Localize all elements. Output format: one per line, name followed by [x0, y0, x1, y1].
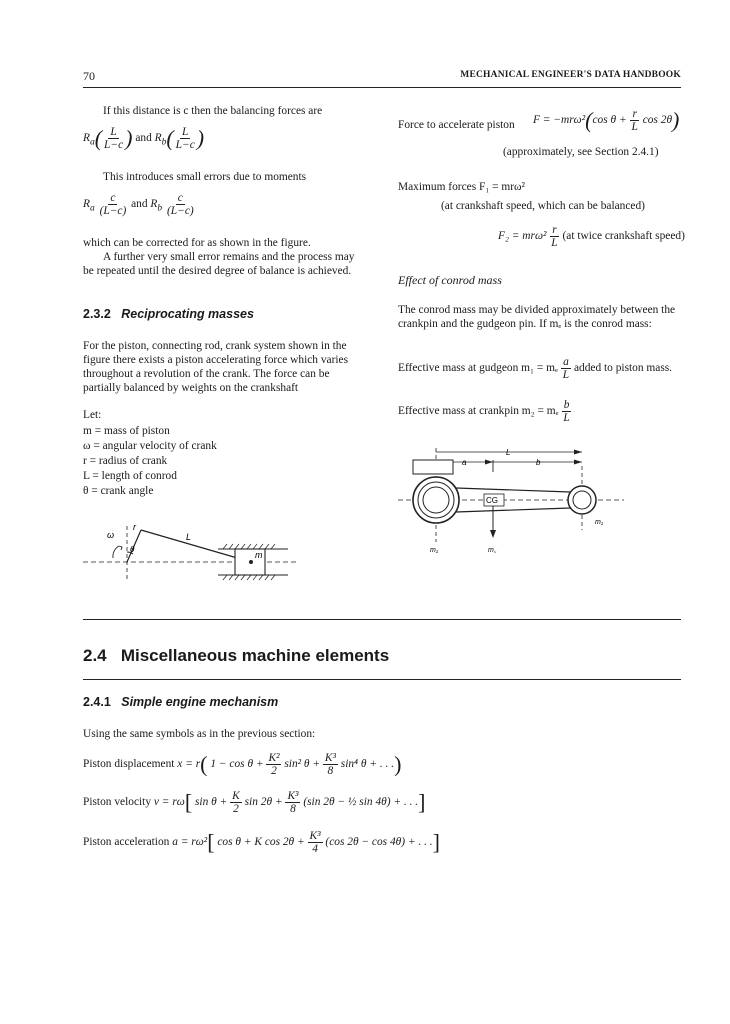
- displacement-eq: Piston displacement x = r( 1 − cos θ + $\frac{\text{K²}}{2}$ sin² θ + $\frac{\text{K³}}{8}$ sin⁴ θ + . . .): [83, 751, 402, 777]
- def-item: ω = angular velocity of crank: [83, 440, 217, 452]
- intro-text: Using the same symbols as in the previous section:: [83, 728, 316, 740]
- approx-note: (approximately, see Section 2.4.1): [503, 146, 659, 158]
- max-forces: Maximum forces F₁ = mrω²: [398, 181, 525, 193]
- conrod-paragraph: The conrod mass may be divided approximately between the crankpin and the gudgeon pin. If mₑ is the conrod mass:: [398, 304, 676, 330]
- section-2-3-2-heading: 2.3.2 Reciprocating masses: [83, 307, 254, 321]
- conrod-figure: [398, 446, 628, 558]
- fig-theta: θ: [130, 545, 135, 554]
- fig-cg: CG: [486, 496, 498, 505]
- section-2-4-heading: 2.4 Miscellaneous machine elements: [83, 646, 390, 665]
- definitions-list: [83, 424, 217, 499]
- velocity-eq: Piston velocity v = rω[ sin θ + $\frac{K}{2}$ sin 2θ + $\frac{\text{K³}}{8}$ (sin 2θ − ½ sin 4θ) + . . .]: [83, 789, 426, 815]
- fig-r: r: [133, 522, 136, 532]
- fig-m1: m₁: [430, 547, 439, 554]
- left-p4: A further very small error remains and the process may be repeated until the desired degree of balance is achieved.: [83, 251, 355, 277]
- effect-heading: Effect of conrod mass: [398, 273, 502, 287]
- header-rule: [83, 87, 681, 88]
- def-item: L = length of conrod: [83, 470, 177, 482]
- running-title: MECHANICAL ENGINEER'S DATA HANDBOOK: [460, 70, 681, 80]
- section-2-4-1-heading: 2.4.1 Simple engine mechanism: [83, 695, 279, 709]
- left-p2: This introduces small errors due to moments: [103, 171, 307, 183]
- left-p1: If this distance is c then the balancing forces are: [103, 105, 323, 117]
- fig-m: m: [255, 550, 263, 560]
- force-eq-label: Force to accelerate piston: [398, 119, 515, 131]
- f2-eq: F₂ = mrω² $\frac{r}{L}$ (at twice crankshaft speed): [498, 224, 685, 249]
- def-item: θ = crank angle: [83, 485, 154, 497]
- fig-omega: ω: [107, 530, 115, 540]
- balancing-eq: $R_a$( $\frac{L}{L-c}$ ) and $R_b$( $\frac{L}{L-c}$ ): [83, 125, 205, 151]
- acceleration-eq: Piston acceleration a = rω²[ cos θ + K cos 2θ + $\frac{\text{K³}}{4}$ (cos 2θ − cos 4θ) + . . .]: [83, 829, 440, 855]
- crank-mechanism-figure: [83, 518, 298, 586]
- page-number: 70: [83, 69, 95, 83]
- max-forces-note: (at crankshaft speed, which can be balanced): [441, 200, 645, 212]
- let-label: Let:: [83, 409, 102, 421]
- force-eq: F = −mrω²(cos θ + $\frac{r}{L}$ cos 2θ): [533, 107, 680, 133]
- left-p5: For the piston, connecting rod, crank system shown in the figure there exists a piston accelerating force which varies throughout a revolution of the crank. The force can be partially balanced by weights on the crankshaft: [83, 340, 349, 394]
- fig-L: L: [186, 532, 192, 542]
- fig-b: b: [536, 458, 541, 467]
- fig-m1-right: m₁: [595, 519, 604, 526]
- fig-mc: m꜀: [488, 547, 497, 554]
- def-item: m = mass of piston: [83, 425, 170, 437]
- crankpin-eq: Effective mass at crankpin m₂ = mₑ $\frac{b}{L}$: [398, 399, 570, 424]
- section-divider-bottom: [83, 679, 681, 680]
- def-item: r = radius of crank: [83, 455, 168, 467]
- fig-L: L: [506, 448, 511, 457]
- fig-a: a: [462, 458, 467, 467]
- section-divider-top: [83, 619, 681, 620]
- gudgeon-eq: Effective mass at gudgeon m₁ = mₑ $\frac{a}{L}$ added to piston mass.: [398, 356, 673, 381]
- moment-eq: $R_a$ $\frac{c}{(L-c)}$ and $R_b$ $\frac{c}{(L-c)}$: [83, 192, 194, 217]
- left-p3: which can be corrected for as shown in the figure.: [83, 237, 311, 249]
